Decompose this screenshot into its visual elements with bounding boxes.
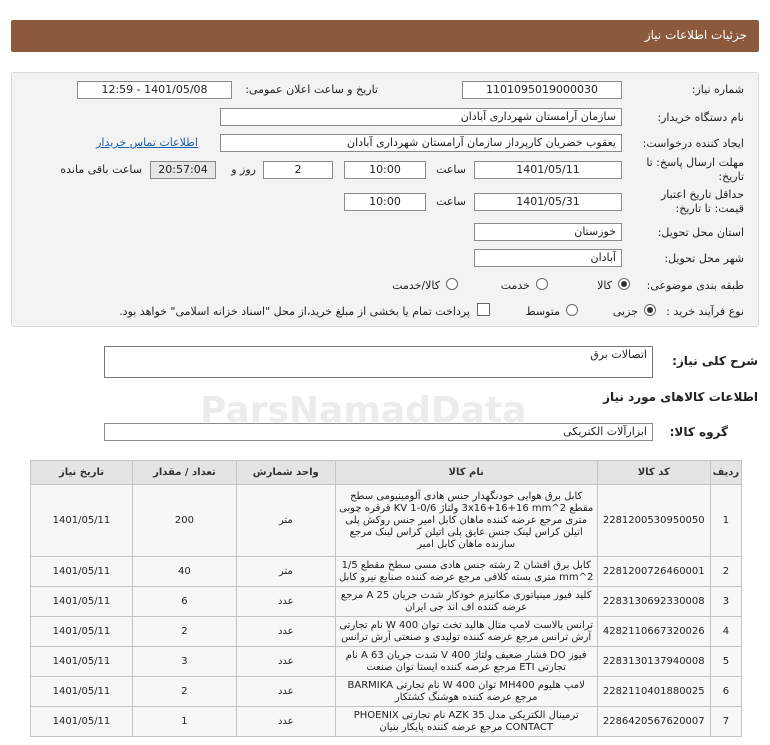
cell-name: کلید فیوز مینیاتوری مکانیزم خودکار شدت جریان A 25 مرجع عرضه کننده اف اند جی ایران — [335, 587, 597, 617]
cell-code: 2283130692330008 — [597, 587, 710, 617]
process-option-medium: متوسط — [525, 305, 560, 318]
cell-name: ترمینال الکتریکی مدل AZK 35 نام تجارتی PHOENIX CONTACT مرجع عرضه کننده پایکار بنیان — [335, 707, 597, 737]
cell-qty: 40 — [132, 557, 236, 587]
deadline-label: مهلت ارسال پاسخ: تا — [646, 156, 744, 169]
need-info-panel — [11, 72, 759, 327]
category-option-goods-service: کالا/خدمت — [392, 279, 440, 292]
cell-name: لامپ هلیوم MH400 توان W 400 نام تجارتی BARMIKA مرجع عرضه کننده هوشنگ کشتکار — [335, 677, 597, 707]
summary-label: شرح کلی نیاز: — [672, 354, 758, 368]
cell-code: 2281200726460001 — [597, 557, 710, 587]
buyer-label: نام دستگاه خریدار: — [657, 111, 744, 124]
col-header-code: کد کالا — [597, 461, 710, 485]
watermark: ParsNamadData — [200, 390, 527, 431]
creator-label: ایجاد کننده درخواست: — [642, 137, 744, 150]
need-number-label: شماره نیاز: — [691, 83, 744, 96]
city-label: شهر محل تحویل: — [664, 252, 744, 265]
contact-info-link[interactable]: اطلاعات تماس خریدار — [96, 136, 198, 149]
deadline-time-field: 10:00 — [344, 161, 426, 179]
cell-unit: عدد — [236, 617, 335, 647]
goods-group-field: ابزارآلات الکتریکی — [104, 423, 653, 441]
buyer-field: سازمان آرامستان شهرداری آبادان — [220, 108, 622, 126]
remaining-label: ساعت باقی مانده — [60, 163, 142, 176]
process-option-minor: جزیی — [612, 305, 638, 318]
col-header-row: ردیف — [710, 461, 741, 485]
goods-info-heading: اطلاعات کالاهای مورد نیاز — [603, 390, 758, 404]
cell-unit: متر — [236, 557, 335, 587]
cell-code: 2282110401880025 — [597, 677, 710, 707]
deadline-date-field: 1401/05/11 — [474, 161, 622, 179]
cell-date: 1401/05/11 — [31, 647, 133, 677]
cell-name: ترانس بالاست لامپ متال هالید تخت توان W 400 نام تجارتی آرش ترانس مرجع عرضه کننده تولیدی و صنعتی آرش ترانس — [335, 617, 597, 647]
page-title: جزئیات اطلاعات نیاز — [644, 28, 747, 42]
cell-unit: متر — [236, 485, 335, 557]
cell-row-number: 6 — [710, 677, 741, 707]
days-label: روز و — [231, 163, 256, 176]
table-header-row — [31, 461, 742, 485]
cell-date: 1401/05/11 — [31, 677, 133, 707]
announce-field: 1401/05/08 - 12:59 — [77, 81, 232, 99]
province-field: خوزستان — [474, 223, 622, 241]
cell-date: 1401/05/11 — [31, 587, 133, 617]
table-row[interactable] — [31, 557, 742, 587]
cell-code: 2281200530950050 — [597, 485, 710, 557]
process-label: نوع فرآیند خرید : — [666, 305, 744, 318]
cell-date: 1401/05/11 — [31, 617, 133, 647]
treasury-note: پرداخت تمام یا بخشی از مبلغ خرید،از محل "اسناد خزانه اسلامی" خواهد بود. — [119, 305, 470, 318]
need-number-field: 1101095019000030 — [462, 81, 622, 99]
validity-time-label: ساعت — [436, 195, 466, 208]
deadline-time-label: ساعت — [436, 163, 466, 176]
category-option-goods: کالا — [597, 279, 612, 292]
table-row[interactable] — [31, 485, 742, 557]
cell-code: 4282110667320026 — [597, 617, 710, 647]
table-row[interactable] — [31, 707, 742, 737]
process-radio-medium[interactable] — [566, 304, 578, 316]
cell-qty: 2 — [132, 677, 236, 707]
cell-unit: عدد — [236, 647, 335, 677]
process-radio-minor[interactable] — [644, 304, 656, 316]
province-label: استان محل تحویل: — [657, 226, 744, 239]
cell-date: 1401/05/11 — [31, 707, 133, 737]
cell-row-number: 2 — [710, 557, 741, 587]
category-radio-goods-service[interactable] — [446, 278, 458, 290]
cell-name: فیوز DO فشار ضعیف ولتاژ V 400 شدت جریان A 63 نام تجارتی ETI مرجع عرضه کننده ایستا توان صنعت — [335, 647, 597, 677]
validity-date-field: 1401/05/31 — [474, 193, 622, 211]
cell-qty: 6 — [132, 587, 236, 617]
announce-label: تاریخ و ساعت اعلان عمومی: — [245, 83, 378, 96]
col-header-qty: تعداد / مقدار — [132, 461, 236, 485]
category-radio-service[interactable] — [536, 278, 548, 290]
cell-qty: 2 — [132, 617, 236, 647]
summary-field: اتصالات برق — [104, 346, 653, 378]
cell-unit: عدد — [236, 677, 335, 707]
table-row[interactable] — [31, 647, 742, 677]
validity-time-field: 10:00 — [344, 193, 426, 211]
treasury-checkbox[interactable] — [477, 303, 490, 316]
goods-table — [30, 460, 742, 737]
cell-row-number: 4 — [710, 617, 741, 647]
cell-unit: عدد — [236, 587, 335, 617]
deadline-label-2: تاریخ: — [718, 170, 744, 183]
category-radio-goods[interactable] — [618, 278, 630, 290]
cell-code: 2286420567620007 — [597, 707, 710, 737]
days-field: 2 — [263, 161, 333, 179]
city-field: آبادان — [474, 249, 622, 267]
cell-qty: 200 — [132, 485, 236, 557]
cell-row-number: 1 — [710, 485, 741, 557]
cell-code: 2283130137940008 — [597, 647, 710, 677]
cell-name: کابل برق افشان 2 رشته جنس هادی مسی سطح مقطع 1/5 2^mm متری بسته کلافی مرجع عرضه کننده صنایع نیرو کابل — [335, 557, 597, 587]
col-header-date: تاریخ نیاز — [31, 461, 133, 485]
creator-field: یعقوب خضریان کارپرداز سازمان آرامستان شهرداری آبادان — [220, 134, 622, 152]
goods-group-label: گروه کالا: — [669, 425, 728, 439]
col-header-name: نام کالا — [335, 461, 597, 485]
col-header-unit: واحد شمارش — [236, 461, 335, 485]
cell-date: 1401/05/11 — [31, 557, 133, 587]
table-row[interactable] — [31, 677, 742, 707]
cell-row-number: 5 — [710, 647, 741, 677]
remaining-time-field: 20:57:04 — [150, 161, 216, 179]
page-header — [11, 20, 759, 52]
cell-date: 1401/05/11 — [31, 485, 133, 557]
table-row[interactable] — [31, 587, 742, 617]
validity-label-2: قیمت: تا تاریخ: — [675, 202, 744, 215]
cell-row-number: 3 — [710, 587, 741, 617]
cell-name: کابل برق هوایی خودنگهدار جنس هادی آلومینیومی سطح مقطع 2^3x16+16+16 mm ولتاژ KV 1-0/6 قرقره چوبی متری مرجع عرضه کننده ماهان کابل امیر جنس روکش پلی اتیلن کراس لینک جنس عایق پلی اتیلن کراس لینک مرجع سازنده ماهان کابل امیر — [335, 485, 597, 557]
cell-row-number: 7 — [710, 707, 741, 737]
validity-label: حداقل تاریخ اعتبار — [660, 188, 744, 201]
cell-qty: 3 — [132, 647, 236, 677]
cell-qty: 1 — [132, 707, 236, 737]
category-label: طبقه بندی موضوعی: — [646, 279, 744, 292]
category-option-service: خدمت — [500, 279, 530, 292]
cell-unit: عدد — [236, 707, 335, 737]
table-row[interactable] — [31, 617, 742, 647]
